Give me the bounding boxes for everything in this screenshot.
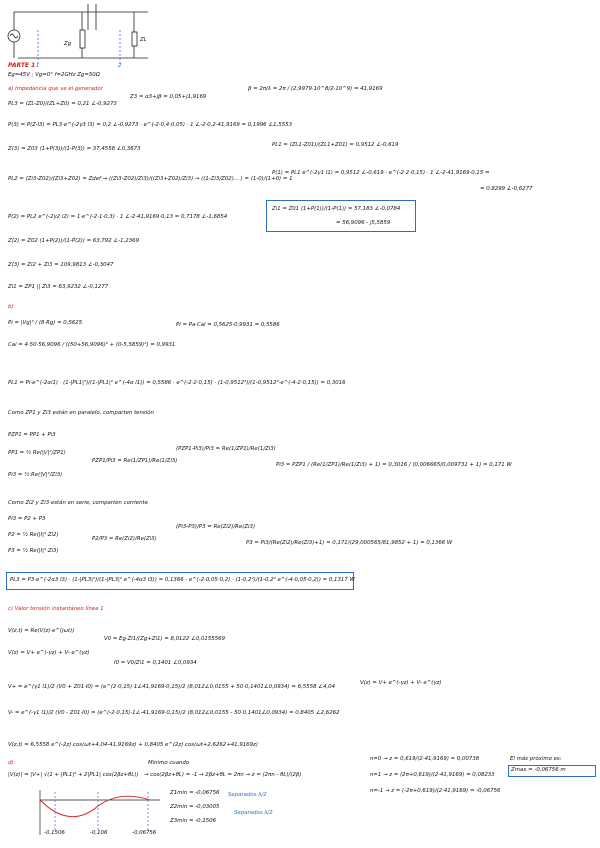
eq-d9: Z1min = -0,06756 [170,790,220,796]
eq-a6: PL2 = (Zi3-Z02)/(Zi3+Z02) = Zdef → ((Zi3-Z02)/Zi3)/((Zi3+Z02)/Zi3) → ((1-Zi3/Z02)... ) = (1-0)/(1+0) = 1 [8,176,293,182]
eq-b8: Pi3 = ½ Re(|V|²/Zi3) [8,472,63,478]
parte-title: PARTE 1 [8,62,36,69]
result-box-zi1 [266,200,416,232]
eq-r3: = 0,8299 ∠-0,6277 [480,186,533,192]
eq-b9: PZP1/Pi3 = Re(1/ZP1)/Re(1/Zi3) [92,458,178,464]
eq-b14: P2 = ½ Re(|I|²·Zi2) [8,532,59,538]
eq-b13: Pi3 = P2 + P3 [8,516,46,522]
givens: Eg=45V ; Vg=0° f=2GHz Zg=50Ω [8,72,100,78]
eq-d12: Separados λ/2 [228,792,267,798]
eq-d7: El más próximo es: [510,756,562,762]
eq-r5: = 56,9096 - j5,5859 [336,220,391,226]
eq-a5: Z(3) = Z03 (1+P(3))/(1-P(3)) = 37,4558 ∠0,3673 [8,146,141,152]
axis-label-3: -0,06756 [132,830,157,836]
eq-c5: V+ = e^(γ1 l1)/2 (V0 + Z01·I0) = (e^(2·0,15)·1∠41,9169·0,15)/2 (8,012∠0,0155 + 50·0,1401∠0,0934) = 6,5558 ∠4,04 [8,684,335,690]
eq-c6: V- = e^(-γ1 l1)/2 (V0 - Z01·I0) = (e^(-2·0,15)·1∠-41,9169·0,15)/2 (8,012∠0,0155 - 50·0,1401∠0,0934) = 0,8405 ∠2,6262 [8,710,340,716]
eq-d8: Zmax = -0,06756 m [511,767,566,773]
eq-d13: Separados λ/2 [234,810,273,816]
eq-d11: Z3min = -0,1506 [170,818,217,824]
eq-b17: (Pi3-P3)/P3 = Re(Zi2)/Re(Zi3) [176,524,256,530]
eq-b4: PL1 = Pi·e^(-2αl1) · (1-|PL1|²)/(1-|PL1|² e^(-4α l1)) = 0,5586 · e^(-2·2·0,15) · (1-0,9512²)/(1-0,9512²·e^(-4·2·0,15)) = 0,3016 [8,380,346,386]
eq-b2: Cai = 4·50·56,9096 / ((50+56,9096)² + (0-5,5859)²) = 0,9931 [8,342,176,348]
eq-b6: PZP1 = PP1 + Pi3 [8,432,56,438]
eq-b19: PL3 = P3·e^(-2α3 l3) · (1-|PL3|²)/(1-|PL3|² e^(-4α3 l3)) = 0,1366 · e^(-2·0,05·0,2) · (1-0,2²)/(1-0,2² e^(-4·0,05·0,2)) = 0,1317 W [10,577,355,583]
eq-d3: → cos(2βz+θL) = -1 → 2βz+θL = 2πn → z = (2πn - θL)/(2β) [144,772,302,778]
zl-label: ZL [140,37,147,43]
eq-b5: Como ZP1 y Zi3 están en paralelo, comparten tensión [8,410,154,416]
eq-b3: Pi = Pa·Cai = 0,5625·0,9931 = 0,5586 [176,322,280,328]
eq-a3: β = 2π/λ = 2π / (2,9979·10^8/2·10^9) = 41,9169 [248,86,383,92]
eq-b1: Pi = |Vg|² / (8·Rg) = 0,5625 [8,320,83,326]
eq-a2: Z3 = α3+jβ = 0,05+j1,9169 [130,94,207,100]
eq-c2: V(z) = V+ e^(-γz) + V- e^(γz) [8,650,90,656]
eq-a1: PL3 = (ZL-Z0)/(ZL+Z0) = 0,21 ∠-0,9273 [8,101,117,107]
eq-c3: V0 = Eg·Zi1/(Zg+Zi1) = 8,0122 ∠0,0155569 [104,636,225,642]
eq-r1: PL1 = (ZL1-Z01)/(ZL1+Z01) = 0,9512 ∠-0,619 [272,142,399,148]
marker-2: 2 [118,63,122,69]
eq-d10: Z2min = -0,03005 [170,804,220,810]
eq-d4: n=0 → z = 0,619/(2·41,9169) = 0,00738 [370,756,480,762]
eq-b12: Como Zi2 y Zi3 están en serie, comparten corriente [8,500,148,506]
eq-d6: n=-1 → z = (-2π+0,619)/(2·41,9169) = -0,06756 [370,788,501,794]
marker-1: 1 [36,63,40,69]
eq-c4: I0 = V0/Zi1 = 0,1401 ∠0,0934 [114,660,197,666]
eq-r4: Zi1 = Z01 (1+P(1))/(1-P(1)) = 57,183 ∠-0,0784 [272,206,401,212]
eq-b18: P3 = Pi3/(Re(Zi2)/Re(Zi3)+1) = 0,171/(29,000565/81,9852 + 1) = 0,1366 W [246,540,453,546]
section-a-heading: a) Impedancia que ve el generador [8,86,103,92]
eq-c7: V(z) = V+ e^(-γz) + V- e^(γz) [360,680,442,686]
section-d-heading: d) [8,760,14,766]
axis-label-1: -0,1506 [44,830,65,836]
axis-label-2: -0,106 [90,830,108,836]
eq-b7: PP1 = ½ Re(|V|²/ZP1) [8,450,66,456]
eq-a8: Z(2) = Z02 (1+P(2))/(1-P(2)) = 63,792 ∠-1,2369 [8,238,140,244]
zp-label: Zg [64,41,72,47]
section-b-heading: b) [8,304,14,310]
eq-b16: P2/P3 = Re(Zi2)/Re(Zi3) [92,536,157,542]
eq-a7: P(2) = PL2 e^(-2γ2 l2) = 1·e^(-2·1·0,3) · 1 ∠-2·41,9169·0,13 = 0,7178 ∠-1,6854 [8,214,228,220]
eq-d1: |V(z)| = |V+| √(1 + |PL1|² + 2|PL1| cos(2βz+θL)) [8,772,139,778]
eq-d2: Mínimo cuando [148,760,190,766]
eq-c8: V(z,t) = 6,5558 e^(-2z) cos(ωt+4,04-41,9169z) + 0,8405 e^(2z) cos(ωt+2,6262+41,9169z) [8,742,258,748]
eq-b10: (PZP1-Pi3)/Pi3 = Re(1/ZP1)/Re(1/Zi3) [176,446,276,452]
eq-a9: Z(3) = Zi2 + Zi3 = 109,9813 ∠-0,3047 [8,262,114,268]
eq-a4: P(3) = P(Z-l3) = PL3·e^(-2γ3 l3) = 0,2 ∠-0,9273 · e^(-2·0,4·0,05) · 1 ∠-2·0,2·41,9169 = 0,1996 ∠1,5553 [8,122,293,128]
eq-a10: Zi1 = ZP1 || Zi3 = 63,9232 ∠-0,1277 [8,284,109,290]
eq-c1: V(z,t) = Re(V(z)·e^(jωt)) [8,628,75,634]
eq-b11: Pi3 = PZP1 / (Re(1/ZP1)/Re(1/Zi3) + 1) = 0,3016 / (0,006665/0,009731 + 1) = 0,171 W [276,462,512,468]
eq-b15: P3 = ½ Re(|I|²·Zi3) [8,548,59,554]
eq-r2: P(1) = PL1 e^(-2γ1 l1) = 0,9512 ∠-0,619 · e^(-2·2·0,15) · 1 ∠-2·41,9169·0,15 = [272,170,490,176]
eq-d5: n=1 → z = (2π+0,619)/(2·41,9169) = 0,08233 [370,772,495,778]
section-c-heading: c) Valor tensión instantáneo línea 1 [8,606,104,612]
